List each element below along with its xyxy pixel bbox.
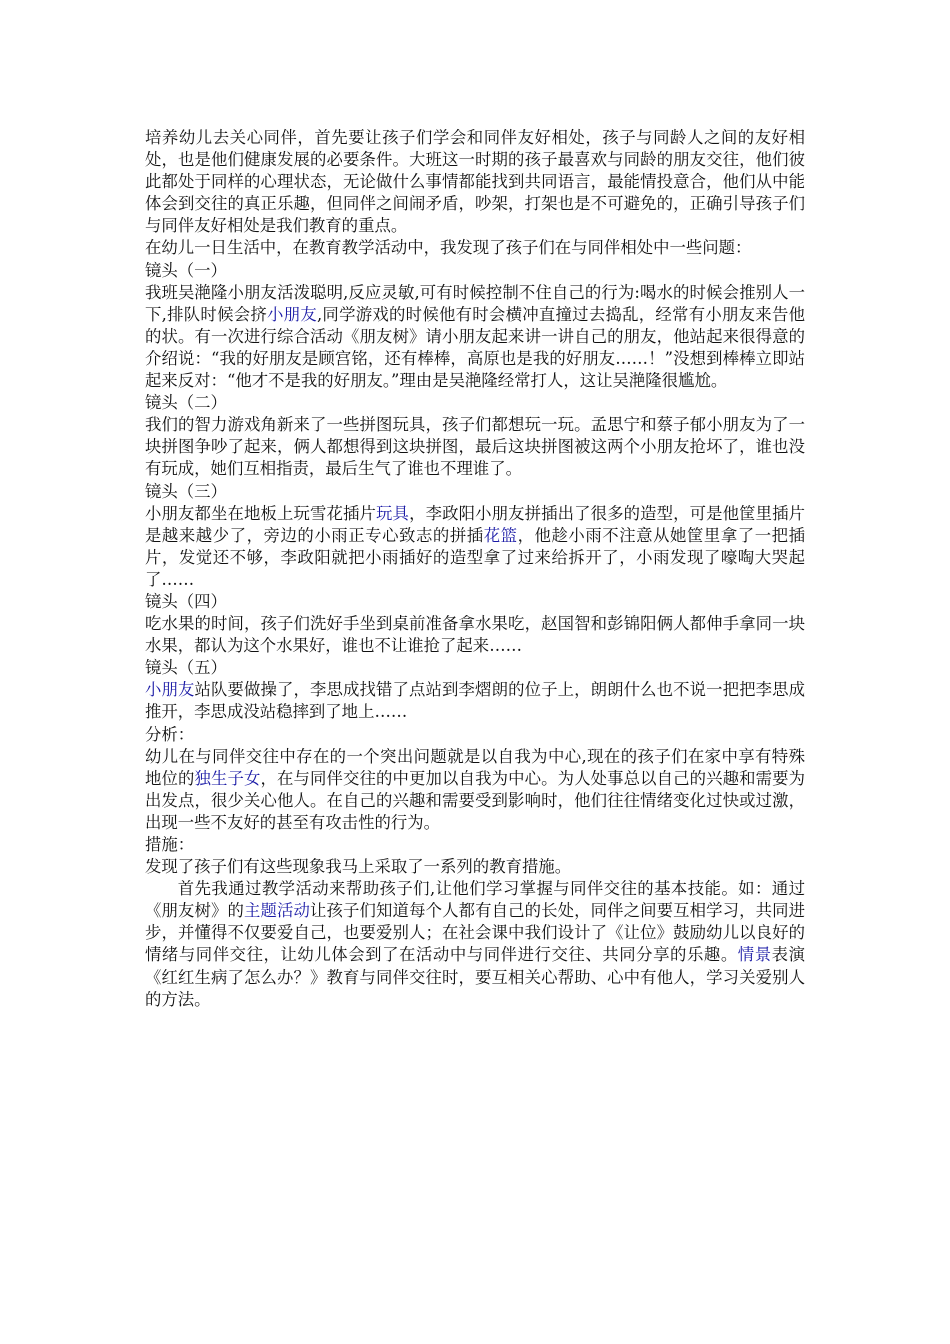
measures-text-2	[145, 878, 805, 1011]
link-xiaopengyou-2[interactable]: 小朋友	[145, 680, 195, 700]
measures-text-2c: 表演《红红生病了怎么办？》教育与同伴交往时，要互相关心帮助、心中有他人，学习关爱别人的方法。	[145, 945, 805, 1009]
scene-2-text: 我们的智力游戏角新来了一些拼图玩具，孩子们都想玩一玩。孟思宁和蔡子郁小朋友为了一块拼图争吵了起来，俩人都想得到这块拼图，最后这块拼图被这两个小朋友抢坏了，谁也没有玩成，她们互相指责，最后生气了谁也不理谁了。	[145, 415, 805, 479]
scene-1-text-b: ,同学游戏的时候他有时会横冲直撞过去捣乱，经常有小朋友来告他的状。有一次进行综合活动《朋友树》请小朋友起来讲一讲自己的朋友，他站起来很得意的介绍说：“我的好朋友是顾宫铭，还有棒棒，高原也是我的好朋友……！”没想到棒棒立即站起来反对：“他才不是我的好朋友。”理由是吴滟隆经常打人，这让吴滟隆很尴尬。	[145, 304, 805, 391]
scene-3-text-b: ，李政阳小朋友拼插出了很多的造型，可是他筐里插片是越来越少了，旁边的小雨正专心致志的拼插	[145, 503, 806, 545]
link-zhutihuodong[interactable]: 主题活动	[244, 901, 311, 921]
scene-2-heading: 镜头（二）	[145, 393, 227, 413]
measures-text-1: 发现了孩子们有这些现象我马上采取了一系列的教育措施。	[145, 857, 572, 877]
scene-3-text-a: 小朋友都坐在地板上玩雪花插片	[145, 503, 377, 523]
link-wanju[interactable]: 玩具	[376, 503, 410, 523]
analysis-text-b: ，在与同伴交往的中更加以自我为中心。为人处事总以自己的兴趣和需要为出发点，很少关心他人。在自己的兴趣和需要受到影响时，他们往往情绪变化过快或过激，出现一些不友好的甚至有攻击性的行为。	[145, 768, 806, 832]
document-body	[145, 127, 805, 1011]
scene-1-text	[145, 282, 805, 392]
analysis-heading: 分析：	[145, 724, 195, 744]
scene-5-text	[145, 679, 805, 723]
scene-3-heading: 镜头（三）	[145, 481, 227, 501]
measures-text-2b: 让孩子们知道每个人都有自己的长处，同伴之间要互相学习，共同进步，并懂得不仅要爱自己，也要爱别人；在社会课中我们设计了《让位》鼓励幼儿以良好的情绪与同伴交往，让幼儿体会到了在活动中与同伴进行交往、共同分享的乐趣。	[145, 901, 806, 965]
link-hualan[interactable]: 花篮	[483, 525, 518, 545]
scene-3-text-c: ，他趁小雨不注意从她筐里拿了一把插片，发觉还不够，李政阳就把小雨插好的造型拿了过来给拆开了，小雨发现了嚎啕大哭起了……	[145, 525, 806, 589]
analysis-text-a: 幼儿在与同伴交往中存在的一个突出问题就是以自我为中心,现在的孩子们在家中享有特殊地位的	[145, 746, 805, 788]
measures-heading: 措施：	[145, 835, 195, 854]
scene-1-heading: 镜头（一）	[145, 260, 227, 280]
scene-5-heading: 镜头（五）	[145, 658, 227, 678]
scene-4-text: 吃水果的时间，孩子们洗好手坐到桌前准备拿水果吃，赵国智和彭锦阳俩人都伸手拿同一块水果，都认为这个水果好，谁也不让谁抢了起来……	[145, 614, 805, 656]
scene-3-text	[145, 503, 805, 591]
intro-paragraph-2: 在幼儿一日生活中，在教育教学活动中，我发现了孩子们在与同伴相处中一些问题：	[145, 238, 752, 258]
scene-4-heading: 镜头（四）	[145, 591, 227, 611]
link-dushengzinv[interactable]: 独生子女	[194, 768, 261, 788]
analysis-text	[145, 746, 805, 834]
measures-text-2a: 首先我通过教学活动来帮助孩子们,让他们学习掌握与同伴交往的基本技能。如：通过《朋友树》的	[145, 879, 805, 921]
scene-1-text-a: 我班吴滟隆小朋友活泼聪明,反应灵敏,可有时候控制不住自己的行为:喝水的时候会推别人一下,排队时候会挤	[145, 282, 805, 324]
intro-paragraph: 培养幼儿去关心同伴，首先要让孩子们学会和同伴友好相处，孩子与同龄人之间的友好相处，也是他们健康发展的必要条件。大班这一时期的孩子最喜欢与同龄的朋友交往，他们彼此都处于同样的心理状态，无论做什么事情都能找到共同语言，最能情投意合，他们从中能体会到交往的真正乐趣，但同伴之间闹矛盾，吵架，打架也是不可避免的，正确引导孩子们与同伴友好相处是我们教育的重点。	[145, 128, 805, 236]
link-xiaopengyou[interactable]: 小朋友	[267, 304, 317, 324]
scene-5-text-a: 站队要做操了，李思成找错了点站到李熠朗的位子上，朗朗什么也不说一把把李思成推开，李思成没站稳摔到了地上……	[145, 680, 806, 722]
link-qingjing[interactable]: 情景	[737, 945, 772, 965]
